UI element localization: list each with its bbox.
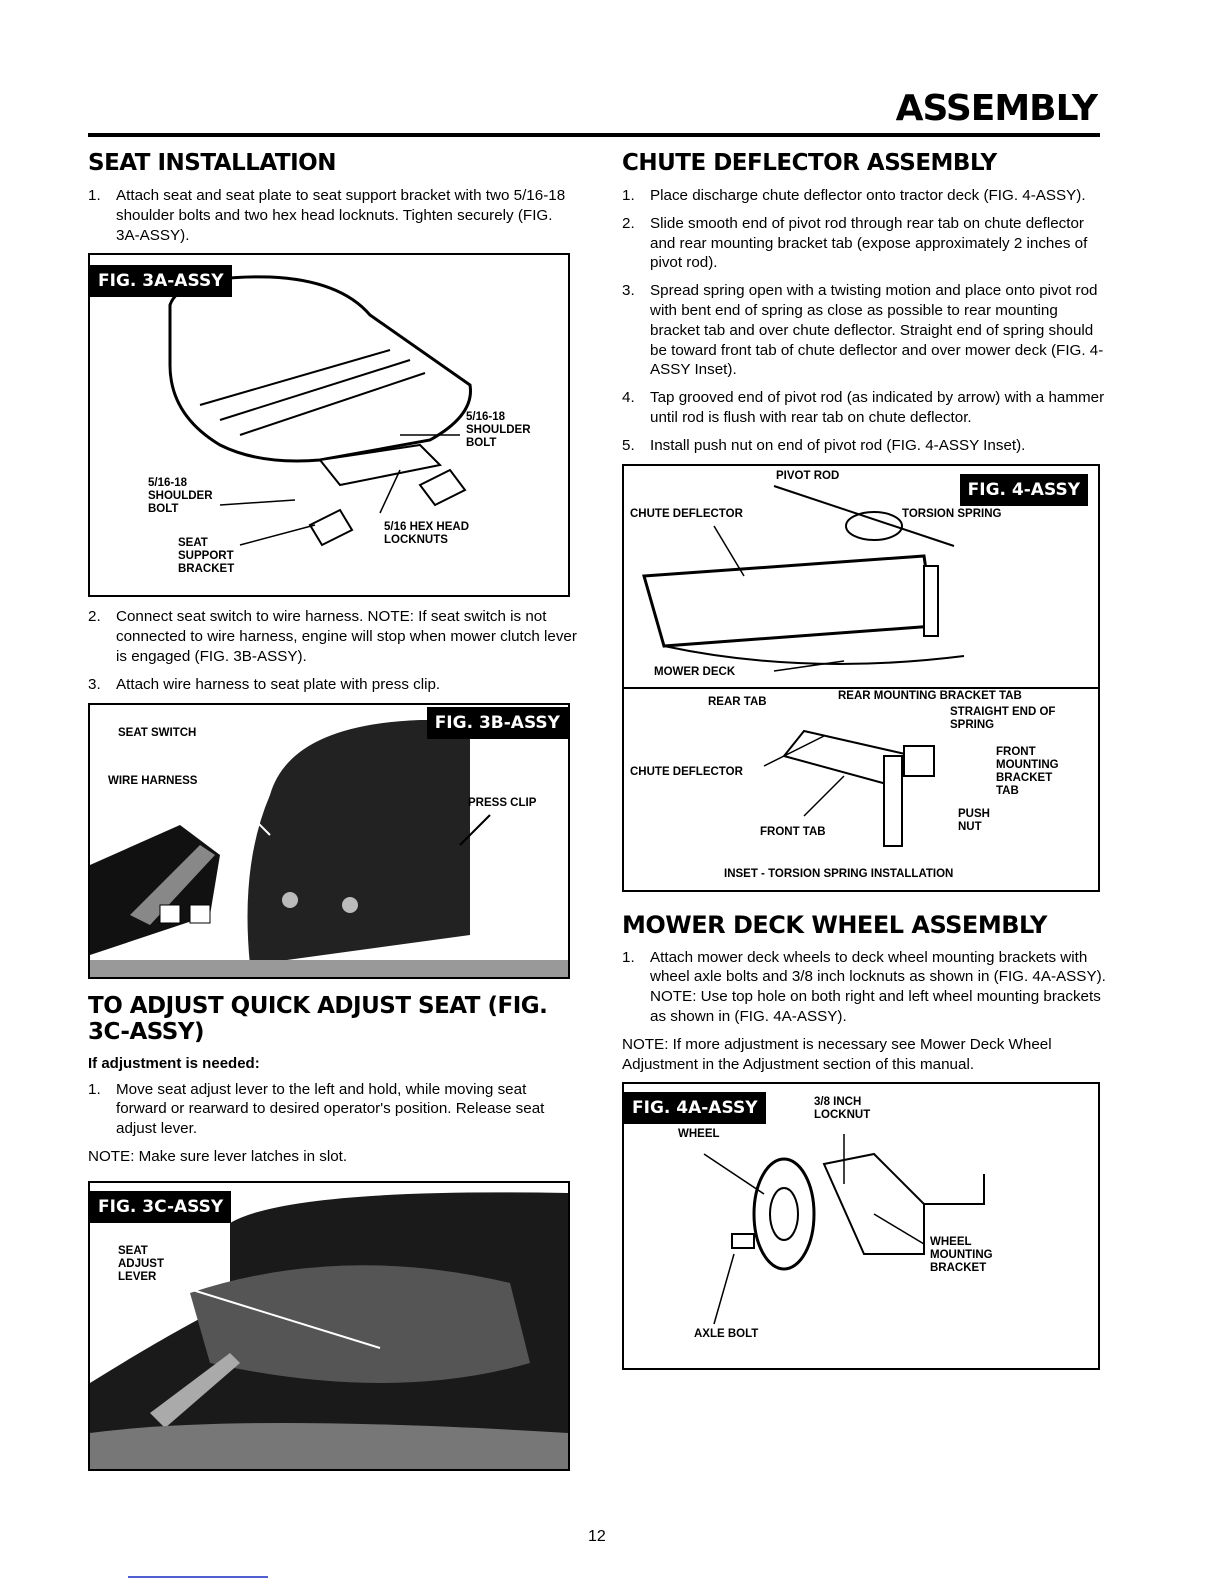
callout-chute-deflector: CHUTE DEFLECTOR bbox=[630, 507, 743, 520]
callout-seat-switch: SEAT SWITCH bbox=[118, 726, 197, 739]
figure-4a-label: FIG. 4A-ASSY bbox=[624, 1092, 766, 1124]
callout-axle-bolt: AXLE BOLT bbox=[694, 1328, 759, 1341]
callout-shoulder-bolt-right: 5/16-18 SHOULDER BOLT bbox=[466, 411, 531, 450]
callout-wheel-mounting-bracket: WHEEL MOUNTING BRACKET bbox=[930, 1236, 993, 1275]
step-number: 3. bbox=[88, 675, 101, 693]
step-number: 1. bbox=[88, 187, 101, 204]
callout-front-mounting-bracket-tab: FRONT MOUNTING BRACKET TAB bbox=[996, 745, 1059, 797]
callout-seat-adjust-lever: SEAT ADJUST LEVER bbox=[118, 1245, 178, 1284]
step-text: Attach wire harness to seat plate with press clip. bbox=[116, 675, 441, 693]
figure-4 bbox=[622, 464, 1100, 892]
list-item bbox=[622, 281, 1108, 380]
list-item bbox=[622, 388, 1108, 428]
list-item bbox=[622, 948, 1108, 1027]
step-number: 2. bbox=[622, 214, 635, 232]
list-item bbox=[622, 186, 1108, 206]
callout-press-clip: PRESS CLIP bbox=[468, 796, 537, 809]
step-number: 4. bbox=[622, 389, 635, 407]
callout-wheel: WHEEL bbox=[678, 1128, 720, 1141]
quick-adjust-steps bbox=[88, 1080, 578, 1139]
figure-3c bbox=[88, 1181, 570, 1471]
footer-link-underline bbox=[128, 1576, 268, 1578]
step-text: Place discharge chute deflector onto tractor deck (FIG. 4-ASSY). bbox=[650, 187, 1086, 204]
step-text: Attach seat and seat plate to seat support bracket with two 5/16-18 shoulder bolts and two hex head locknuts. Tighten securely (FIG. 3A-ASSY). bbox=[116, 187, 566, 244]
step-text: Spread spring open with a twisting motion and place onto pivot rod with bent end of spring as close as possible to rear mounting bracket tab and over chute deflector. Straight end of spring should be toward front tab of chute deflector and over mower deck (FIG. 4-ASSY Inset). bbox=[650, 282, 1104, 379]
callout-push-nut: PUSH NUT bbox=[958, 807, 990, 833]
wheel-steps bbox=[622, 948, 1108, 1027]
list-item bbox=[88, 607, 578, 666]
chute-deflector-heading: CHUTE DEFLECTOR ASSEMBLY bbox=[622, 150, 997, 176]
step-text: Connect seat switch to wire harness. NOTE: If seat switch is not connected to wire harness, engine will stop when mower clutch lever is engaged (FIG. 3B-ASSY). bbox=[116, 608, 577, 665]
seat-adjust-photo bbox=[90, 1183, 568, 1469]
seat-installation-heading: SEAT INSTALLATION bbox=[88, 150, 336, 176]
callout-wire-harness: WIRE HARNESS bbox=[108, 774, 198, 787]
step-number: 5. bbox=[622, 436, 635, 454]
step-number: 1. bbox=[622, 187, 635, 204]
wheel-assembly-heading: MOWER DECK WHEEL ASSEMBLY bbox=[622, 910, 1047, 939]
step-number: 2. bbox=[88, 608, 101, 626]
callout-shoulder-bolt-left: 5/16-18 SHOULDER BOLT bbox=[148, 477, 213, 516]
callout-torsion-spring: TORSION SPRING bbox=[902, 507, 1002, 520]
seat-switch-photo bbox=[90, 705, 568, 977]
wheel-note: NOTE: If more adjustment is necessary see Mower Deck Wheel Adjustment in the Adjustment section of this manual. bbox=[622, 1035, 1052, 1073]
wheel-illustration bbox=[624, 1084, 1098, 1368]
callout-rear-mounting-bracket-tab: REAR MOUNTING BRACKET TAB bbox=[838, 689, 1022, 702]
step-text: Slide smooth end of pivot rod through rear tab on chute deflector and rear mounting bracket tab (expose approximately 2 inches of pivot rod). bbox=[650, 214, 1088, 272]
quick-adjust-heading: TO ADJUST QUICK ADJUST SEAT (FIG. 3C-ASSY) bbox=[88, 992, 548, 1045]
callout-pivot-rod: PIVOT ROD bbox=[776, 469, 840, 482]
right-column bbox=[622, 150, 1108, 1380]
list-item bbox=[88, 186, 578, 245]
header-rule bbox=[88, 133, 1100, 137]
figure-3b-label: FIG. 3B-ASSY bbox=[427, 707, 568, 739]
step-number: 3. bbox=[622, 282, 635, 300]
step-number: 1. bbox=[88, 1080, 101, 1098]
page-header-title: ASSEMBLY bbox=[895, 88, 1097, 129]
quick-adjust-subhead: If adjustment is needed: bbox=[88, 1054, 260, 1072]
step-text: Attach mower deck wheels to deck wheel mounting brackets with wheel axle bolts and 3/8 inch locknuts as shown in (FIG. 4A-ASSY). NOTE: Use top hole on both right and left wheel mounting brackets as shown in (FIG. 4A-ASSY). bbox=[650, 948, 1106, 1025]
list-item bbox=[88, 675, 578, 695]
list-item bbox=[622, 436, 1108, 456]
chute-steps bbox=[622, 186, 1108, 456]
left-column bbox=[88, 150, 578, 1481]
callout-inset-caption: INSET - TORSION SPRING INSTALLATION bbox=[724, 867, 954, 880]
page-number: 12 bbox=[588, 1528, 606, 1545]
list-item bbox=[88, 1080, 578, 1139]
callout-straight-end-of-spring: STRAIGHT END OF SPRING bbox=[950, 705, 1056, 731]
figure-4-label: FIG. 4-ASSY bbox=[960, 474, 1088, 506]
figure-3c-label: FIG. 3C-ASSY bbox=[90, 1191, 231, 1223]
list-item bbox=[622, 214, 1108, 273]
callout-locknut: 3/8 INCH LOCKNUT bbox=[814, 1096, 871, 1122]
callout-seat-support-bracket: SEAT SUPPORT BRACKET bbox=[178, 537, 235, 576]
seat-steps-1 bbox=[88, 186, 578, 245]
callout-mower-deck: MOWER DECK bbox=[654, 665, 736, 678]
callout-hex-head-locknuts: 5/16 HEX HEAD LOCKNUTS bbox=[384, 521, 470, 547]
figure-3b bbox=[88, 703, 570, 979]
step-text: Move seat adjust lever to the left and hold, while moving seat forward or rearward to desired operator's position. Release seat adjust lever. bbox=[116, 1080, 545, 1138]
figure-3a-label: FIG. 3A-ASSY bbox=[90, 265, 232, 297]
step-text: Install push nut on end of pivot rod (FIG. 4-ASSY Inset). bbox=[650, 436, 1026, 454]
quick-adjust-note: NOTE: Make sure lever latches in slot. bbox=[88, 1147, 348, 1165]
callout-chute-deflector-inset: CHUTE DEFLECTOR bbox=[630, 765, 743, 778]
seat-steps-2 bbox=[88, 607, 578, 694]
figure-4a bbox=[622, 1082, 1100, 1370]
callout-rear-tab: REAR TAB bbox=[708, 695, 767, 708]
callout-front-tab: FRONT TAB bbox=[760, 825, 826, 838]
step-number: 1. bbox=[622, 948, 635, 966]
figure-3a bbox=[88, 253, 570, 597]
step-text: Tap grooved end of pivot rod (as indicated by arrow) with a hammer until rod is flush with rear tab on chute deflector. bbox=[650, 389, 1105, 426]
